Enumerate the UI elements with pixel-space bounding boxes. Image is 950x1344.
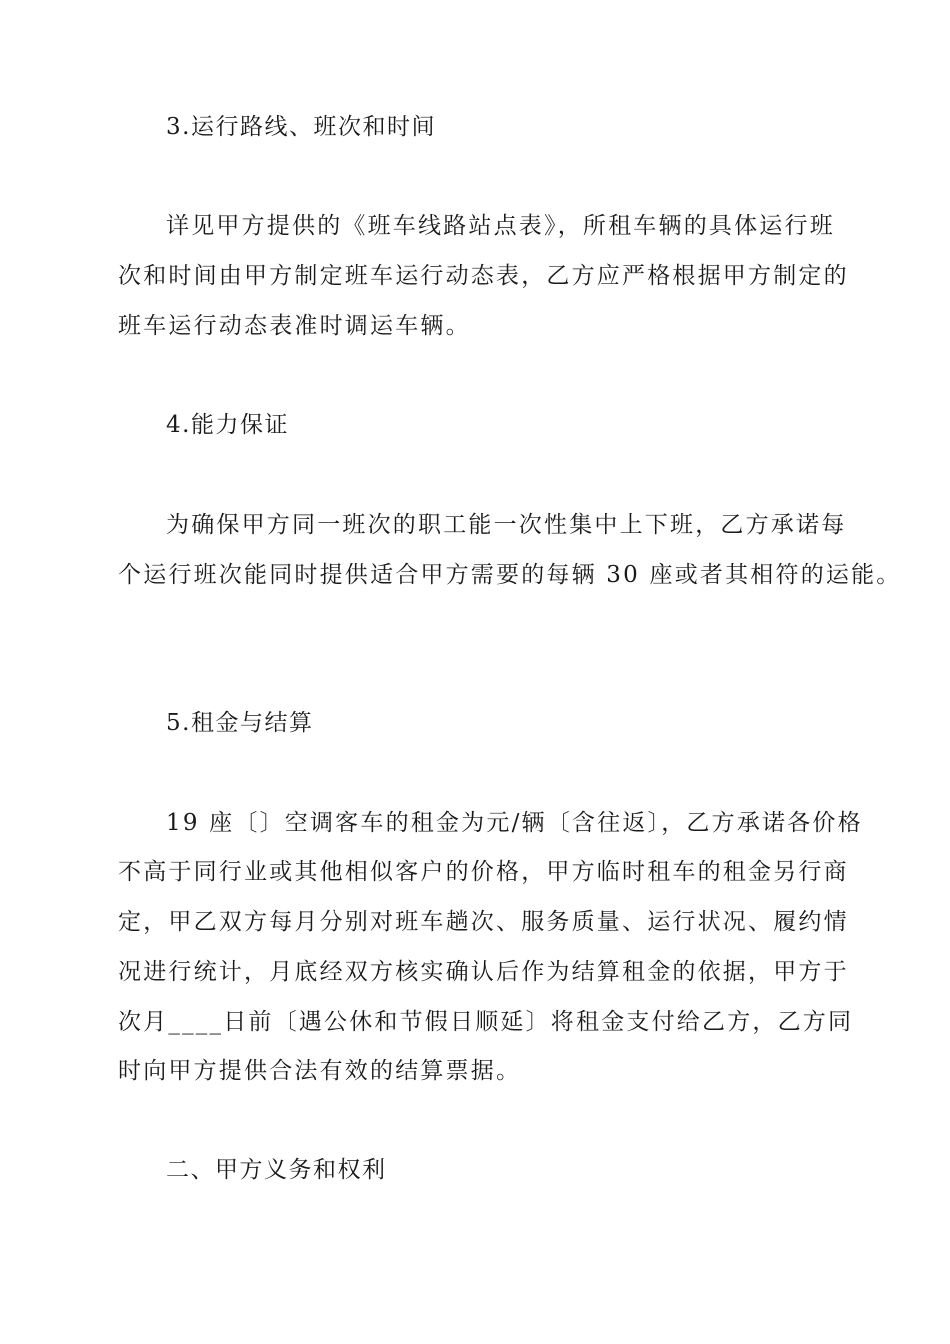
section-heading-4: 4.能力保证: [166, 412, 289, 438]
paragraph-line: 详见甲方提供的《班车线路站点表》，所租车辆的具体运行班: [166, 213, 835, 239]
paragraph-line: 况进行统计，月底经双方核实确认后作为结算租金的依据，甲方于: [118, 959, 849, 985]
paragraph-line: 19 座〔〕空调客车的租金为元/辆〔含往返〕，乙方承诺各价格: [166, 810, 863, 836]
paragraph-line: 班车运行动态表准时调运车辆。: [118, 313, 471, 339]
section-heading-5: 5.租金与结算: [166, 710, 314, 736]
section-heading-3: 3.运行路线、班次和时间: [166, 114, 436, 140]
paragraph-line: 为确保甲方同一班次的职工能一次性集中上下班，乙方承诺每: [166, 512, 847, 538]
paragraph-line: 次和时间由甲方制定班车运行动态表，乙方应严格根据甲方制定的: [118, 263, 849, 289]
paragraph-line: 次月____日前〔遇公休和节假日顺延〕将租金支付给乙方，乙方同: [118, 1009, 854, 1035]
paragraph-line: 不高于同行业或其他相似客户的价格，甲方临时租车的租金另行商: [118, 859, 849, 885]
paragraph-line: 时向甲方提供合法有效的结算票据。: [118, 1058, 522, 1084]
paragraph-line: 个运行班次能同时提供适合甲方需要的每辆 30 座或者其相符的运能。: [118, 562, 902, 588]
section-heading-2: 二、甲方义务和权利: [166, 1157, 387, 1183]
paragraph-line: 定，甲乙双方每月分别对班车趟次、服务质量、运行状况、履约情: [118, 909, 849, 935]
